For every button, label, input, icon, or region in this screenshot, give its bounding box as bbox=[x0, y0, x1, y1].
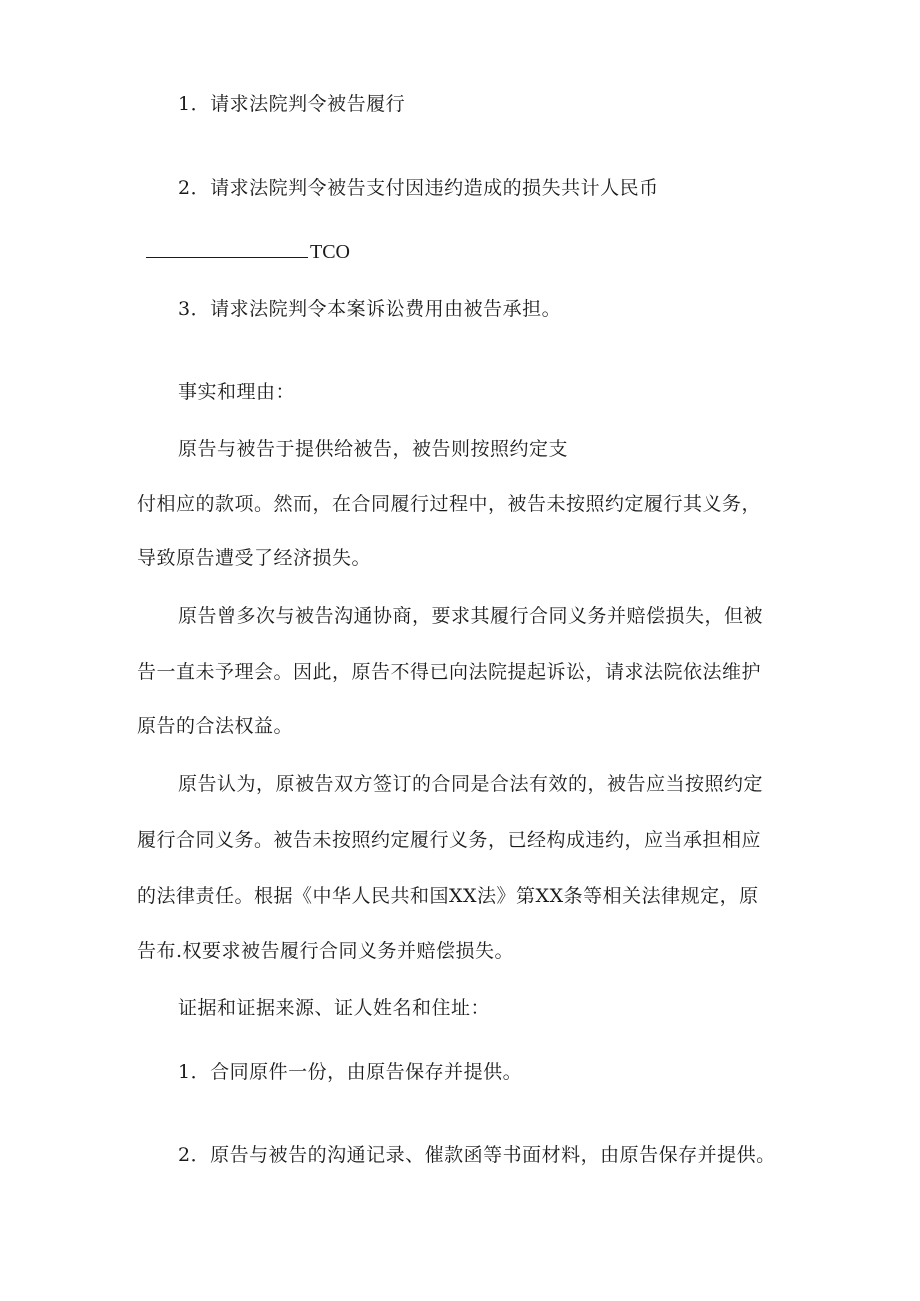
paragraph-1-line-1: 原告与被告于提供给被告，被告则按照约定支 bbox=[178, 438, 569, 460]
evidence-item-1 bbox=[178, 1060, 522, 1084]
facts-heading: 事实和理由： bbox=[178, 381, 296, 403]
claim-text: ．请求法院判令被告支付因违约造成的损失共计人民币 bbox=[190, 177, 659, 199]
evidence-heading: 证据和证据来源、证人姓名和住址： bbox=[178, 997, 491, 1019]
claim-number: 2 bbox=[178, 177, 191, 199]
evidence-number: 1 bbox=[178, 1061, 191, 1083]
fill-in-blank bbox=[146, 239, 308, 258]
claim-amount-blank bbox=[146, 239, 350, 264]
evidence-number: 2 bbox=[178, 1144, 191, 1166]
paragraph-2-line-2: 告一直未予理会。因此，原告不得已向法院提起诉讼，请求法院依法维护 bbox=[137, 661, 762, 683]
paragraph-1-line-3: 导致原告遭受了经济损失。 bbox=[137, 547, 372, 569]
evidence-text: ．原告与被告的沟通记录、催款函等书面材料，由原告保存并提供。 bbox=[190, 1144, 776, 1166]
claim-number: 3 bbox=[178, 298, 191, 320]
claim-text: ．请求法院判令本案诉讼费用由被告承担。 bbox=[190, 298, 562, 320]
evidence-item-2 bbox=[178, 1143, 776, 1167]
claim-item-3 bbox=[178, 297, 561, 321]
claim-item-2 bbox=[178, 176, 659, 200]
claim-text: ．请求法院判令被告履行 bbox=[190, 93, 406, 115]
paragraph-2-line-1: 原告曾多次与被告沟通协商，要求其履行合同义务并赔偿损失，但被 bbox=[178, 605, 764, 627]
paragraph-3-line-2: 履行合同义务。被告未按照约定履行义务，已经构成违约，应当承担相应 bbox=[137, 829, 762, 851]
paragraph-3-line-3: 的法律责任。根据《中华人民共和国XX法》第XX条等相关法律规定，原 bbox=[137, 885, 759, 907]
claim-item-1 bbox=[178, 92, 405, 116]
paragraph-3-line-1: 原告认为，原被告双方签订的合同是合法有效的，被告应当按照约定 bbox=[178, 773, 764, 795]
evidence-text: ．合同原件一份，由原告保存并提供。 bbox=[190, 1061, 523, 1083]
paragraph-2-line-3: 原告的合法权益。 bbox=[137, 715, 294, 737]
claim-number: 1 bbox=[178, 93, 191, 115]
paragraph-1-line-2: 付相应的款项。然而，在合同履行过程中，被告未按照约定履行其义务， bbox=[137, 493, 762, 515]
paragraph-3-line-4: 告布.权要求被告履行合同义务并赔偿损失。 bbox=[137, 940, 515, 962]
blank-suffix: TCO bbox=[310, 241, 350, 263]
